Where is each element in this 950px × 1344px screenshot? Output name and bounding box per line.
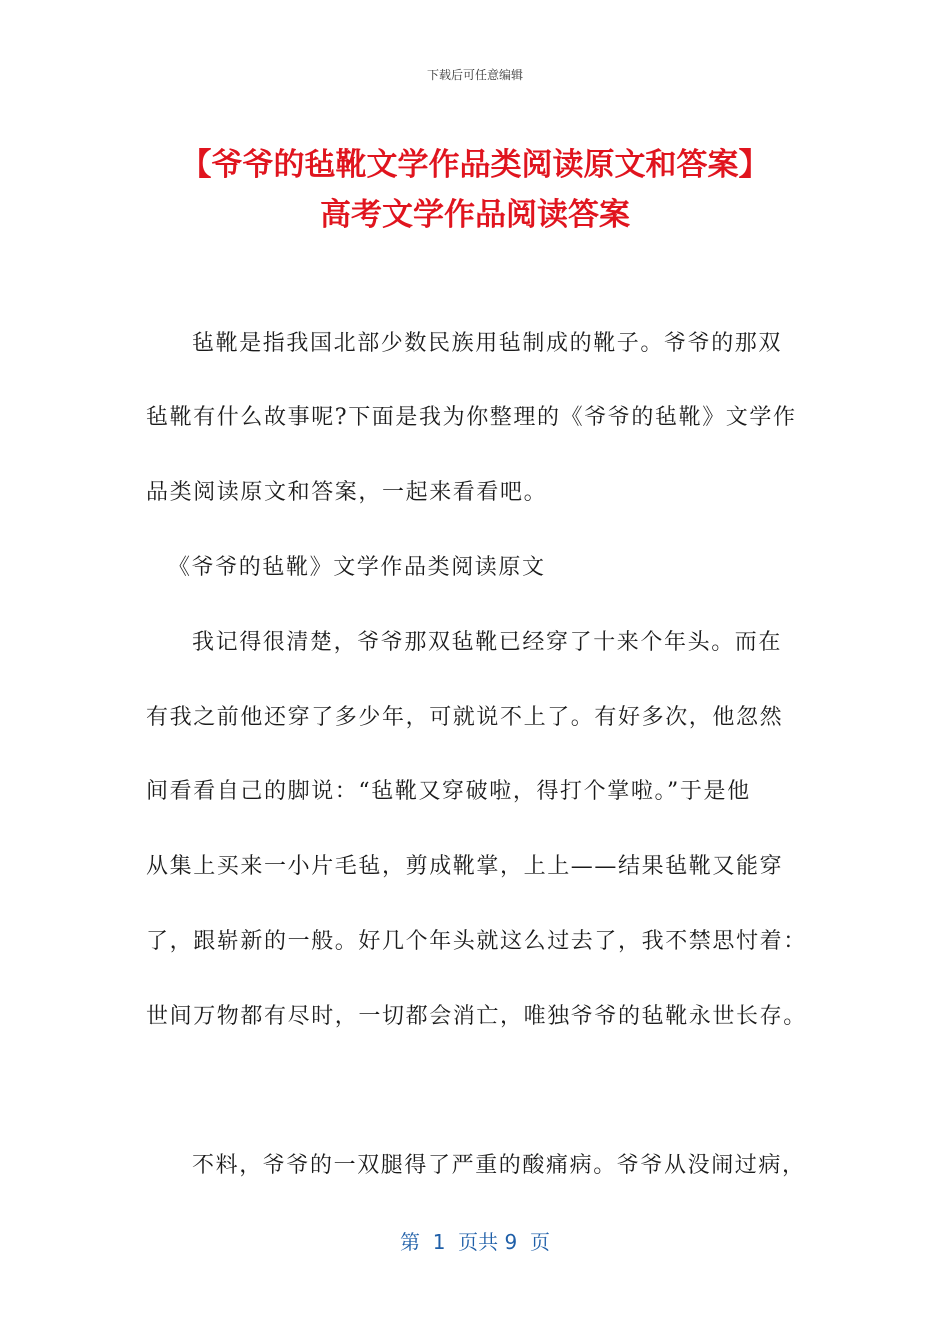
paragraph-3-line-5: 了，跟崭新的一般。好几个年头就这么过去了，我不禁思忖着： bbox=[146, 929, 807, 954]
paragraph-3-line-4: 从集上买来一小片毛毡，剪成靴掌，上上——结果毡靴又能穿 bbox=[146, 854, 784, 879]
title-line-2: 高考文学作品阅读答案 bbox=[320, 197, 630, 233]
paragraph-3-line-1: 我记得很清楚，爷爷那双毡靴已经穿了十来个年头。而在 bbox=[192, 630, 783, 655]
paragraph-3-line-2: 有我之前他还穿了多少年，可就说不上了。有好多次，他忽然 bbox=[146, 705, 784, 730]
paragraph-3-line-6: 世间万物都有尽时，一切都会消亡，唯独爷爷的毡靴永世长存。 bbox=[146, 1004, 807, 1029]
page-footer: 第 1 页共 9 页 bbox=[400, 1230, 550, 1254]
paragraph-1-line-1: 毡靴是指我国北部少数民族用毡制成的靴子。爷爷的那双 bbox=[192, 331, 783, 356]
paragraph-1-line-3: 品类阅读原文和答案，一起来看看吧。 bbox=[146, 480, 548, 505]
paragraph-4-line-1: 不料，爷爷的一双腿得了严重的酸痛病。爷爷从没闹过病， bbox=[192, 1153, 806, 1178]
document-title bbox=[60, 140, 890, 240]
header-note: 下载后可任意编辑 bbox=[426, 68, 523, 82]
paragraph-1-line-2: 毡靴有什么故事呢?下面是我为你整理的《爷爷的毡靴》文学作 bbox=[146, 405, 797, 430]
paragraph-3-line-3: 间看看自己的脚说：“毡靴又穿破啦，得打个掌啦。”于是他 bbox=[146, 779, 751, 804]
title-line-1: 【爷爷的毡靴文学作品类阅读原文和答案】 bbox=[180, 147, 770, 183]
section-heading: 《爷爷的毡靴》文学作品类阅读原文 bbox=[168, 555, 546, 580]
